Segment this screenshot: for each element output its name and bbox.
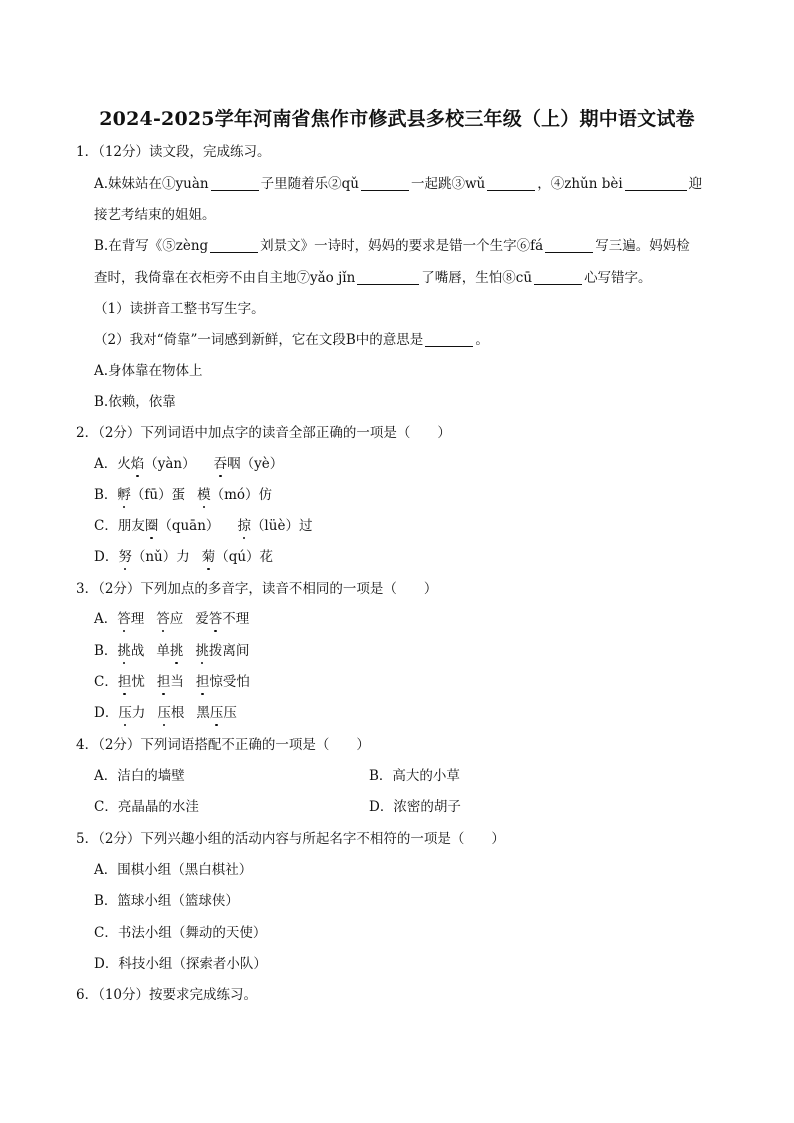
text-segment: 惊受怕 bbox=[209, 674, 250, 690]
q2-option-b[interactable] bbox=[94, 486, 272, 504]
question-number: 4． bbox=[76, 737, 99, 753]
question-stem: （2分）下列词语中加点字的读音全部正确的一项是（ ） bbox=[98, 425, 451, 441]
text-segment: D． bbox=[94, 705, 119, 721]
text-segment: （fū）蛋 bbox=[130, 487, 186, 503]
text-segment: A.妹妹站在①yuàn bbox=[94, 176, 209, 192]
question-stem: （10分）按要求完成练习。 bbox=[98, 987, 258, 1003]
text-segment: 理 bbox=[130, 611, 145, 627]
answer-blank-3[interactable] bbox=[487, 176, 535, 191]
dotted-character: 答 bbox=[117, 611, 131, 627]
q1-passage-b-line2 bbox=[94, 269, 652, 287]
text-segment: 应 bbox=[169, 611, 184, 627]
text-segment: 压 bbox=[223, 705, 237, 721]
q1-sub-question-2 bbox=[94, 331, 489, 349]
dotted-character: 担 bbox=[156, 674, 171, 690]
dotted-character: 挑 bbox=[169, 643, 184, 659]
q5-option-a[interactable]: A．围棋小组（黑白棋社） bbox=[94, 862, 253, 878]
question-number: 2． bbox=[76, 425, 99, 441]
dotted-character: 担 bbox=[117, 674, 132, 690]
q4-option-a[interactable]: A．洁白的墙壁 bbox=[94, 768, 185, 784]
text-segment: B． bbox=[94, 487, 118, 503]
text-segment: （nǔ）力 bbox=[131, 549, 190, 565]
text-segment: 咽 bbox=[227, 456, 241, 472]
exam-title: 2024-2025学年河南省焦作市修武县多校三年级（上）期中语文试卷 bbox=[99, 108, 695, 130]
text-segment: （2）我对“倚靠”一词感到新鲜，它在文段B中的意思是 bbox=[94, 332, 424, 348]
question-5-header bbox=[76, 830, 505, 848]
q5-option-d[interactable]: D．科技小组（探索者小队） bbox=[94, 956, 267, 972]
text-segment: 当 bbox=[170, 674, 184, 690]
question-6-header bbox=[76, 986, 257, 1004]
question-number: 6． bbox=[76, 987, 99, 1003]
text-segment: A． bbox=[94, 611, 118, 627]
q4-option-b[interactable]: B．高大的小草 bbox=[369, 768, 460, 784]
q1-passage-a-line2: 接艺考结束的姐姐。 bbox=[94, 207, 216, 223]
q2-option-d[interactable] bbox=[94, 548, 273, 566]
text-segment: B． bbox=[94, 643, 118, 659]
question-stem: （12分）读文段，完成练习。 bbox=[98, 144, 271, 160]
text-segment: （lüè）过 bbox=[250, 518, 313, 534]
dotted-character: 圈 bbox=[144, 518, 159, 534]
text-segment: 子里随着乐②qǔ bbox=[260, 176, 359, 192]
text-segment: 爱 bbox=[195, 611, 209, 627]
q5-option-b[interactable]: B．篮球小组（篮球侠） bbox=[94, 893, 239, 909]
q3-option-d[interactable] bbox=[94, 704, 237, 722]
q1-passage-b-line1 bbox=[94, 237, 690, 255]
text-segment: 查时，我倚靠在衣柜旁不由自主地⑦yǎo jǐn bbox=[94, 270, 356, 286]
text-segment: （mó）仿 bbox=[210, 487, 273, 503]
question-3-header bbox=[76, 580, 437, 598]
text-segment: 单 bbox=[156, 643, 170, 659]
question-number: 3． bbox=[76, 581, 99, 597]
text-segment: （yàn） bbox=[144, 456, 196, 472]
question-stem: （2分）下列加点的多音字，读音不相同的一项是（ ） bbox=[98, 581, 438, 597]
answer-blank-4[interactable] bbox=[625, 176, 687, 191]
q3-option-a[interactable] bbox=[94, 610, 249, 628]
q4-option-d[interactable]: D．浓密的胡子 bbox=[369, 799, 461, 815]
text-segment: 战 bbox=[130, 643, 145, 659]
answer-blank-1[interactable] bbox=[211, 176, 259, 191]
text-segment: 心写错字。 bbox=[584, 270, 652, 286]
text-segment: 写三遍。妈妈检 bbox=[595, 238, 690, 254]
question-1-header bbox=[76, 143, 271, 161]
q1-passage-a-line1 bbox=[94, 175, 702, 193]
dotted-character: 吞 bbox=[213, 456, 228, 472]
question-number: 1． bbox=[76, 144, 99, 160]
dotted-character: 挑 bbox=[117, 643, 131, 659]
dotted-character: 孵 bbox=[117, 487, 131, 503]
q1-sub-question-1: （1）读拼音工整书写生字。 bbox=[94, 301, 265, 317]
text-segment: 力 bbox=[131, 705, 146, 721]
answer-blank-2[interactable] bbox=[361, 176, 409, 191]
text-segment: 一起跳③wǔ bbox=[410, 176, 486, 192]
question-2-header bbox=[76, 424, 451, 442]
dotted-character: 努 bbox=[118, 549, 132, 565]
q2-option-c[interactable] bbox=[94, 517, 312, 535]
dotted-character: 焰 bbox=[130, 456, 145, 472]
q2-option-a[interactable] bbox=[94, 455, 283, 473]
dotted-character: 挑 bbox=[195, 643, 209, 659]
answer-blank-7[interactable] bbox=[357, 270, 419, 285]
answer-blank-6[interactable] bbox=[545, 238, 593, 253]
text-segment: 黑 bbox=[196, 705, 210, 721]
text-segment: 拨离间 bbox=[208, 643, 250, 659]
dotted-character: 模 bbox=[197, 487, 211, 503]
text-segment: 根 bbox=[170, 705, 185, 721]
dotted-character: 答 bbox=[208, 611, 223, 627]
answer-blank-9[interactable] bbox=[425, 332, 473, 347]
text-segment: 刘景文》一诗时，妈妈的要求是错一个生字⑥fá bbox=[260, 238, 544, 254]
text-segment: （qú）花 bbox=[215, 549, 274, 565]
text-segment: B.在背写《⑤zèng bbox=[94, 238, 209, 254]
answer-blank-8[interactable] bbox=[534, 270, 582, 285]
dotted-character: 答 bbox=[156, 611, 170, 627]
dotted-character: 菊 bbox=[201, 549, 216, 565]
q4-option-c[interactable]: C．亮晶晶的水洼 bbox=[94, 799, 199, 815]
dotted-character: 担 bbox=[195, 674, 210, 690]
q5-option-c[interactable]: C．书法小组（舞动的天使） bbox=[94, 925, 267, 941]
question-stem: （2分）下列词语搭配不正确的一项是（ ） bbox=[98, 737, 370, 753]
text-segment: 了嘴唇，生怕⑧cū bbox=[421, 270, 533, 286]
dotted-character: 压 bbox=[118, 705, 132, 721]
q3-option-b[interactable] bbox=[94, 642, 249, 660]
dotted-character: 压 bbox=[157, 705, 171, 721]
text-segment: 火 bbox=[117, 456, 131, 472]
q3-option-c[interactable] bbox=[94, 673, 250, 691]
text-segment: 。 bbox=[475, 332, 489, 348]
q1-option-a[interactable]: A.身体靠在物体上 bbox=[94, 363, 203, 379]
dotted-character: 掠 bbox=[237, 518, 251, 534]
text-segment: C． bbox=[94, 674, 118, 690]
text-segment: ，④zhǔn bèi bbox=[537, 176, 623, 192]
text-segment: 迎 bbox=[688, 176, 703, 192]
text-segment: A． bbox=[94, 456, 118, 472]
text-segment: D． bbox=[94, 549, 119, 565]
question-stem: （2分）下列兴趣小组的活动内容与所起名字不相符的一项是（ ） bbox=[98, 831, 505, 847]
text-segment: C． bbox=[94, 518, 118, 534]
text-segment: 忧 bbox=[131, 674, 145, 690]
question-number: 5． bbox=[76, 831, 99, 847]
question-4-header bbox=[76, 736, 370, 754]
dotted-character: 压 bbox=[209, 705, 224, 721]
text-segment: （yè） bbox=[240, 456, 284, 472]
text-segment: 不理 bbox=[222, 611, 250, 627]
text-segment: 朋友 bbox=[117, 518, 145, 534]
text-segment: （quān） bbox=[158, 518, 220, 534]
answer-blank-5[interactable] bbox=[210, 238, 258, 253]
q1-option-b[interactable]: B.依赖，依靠 bbox=[94, 394, 176, 410]
